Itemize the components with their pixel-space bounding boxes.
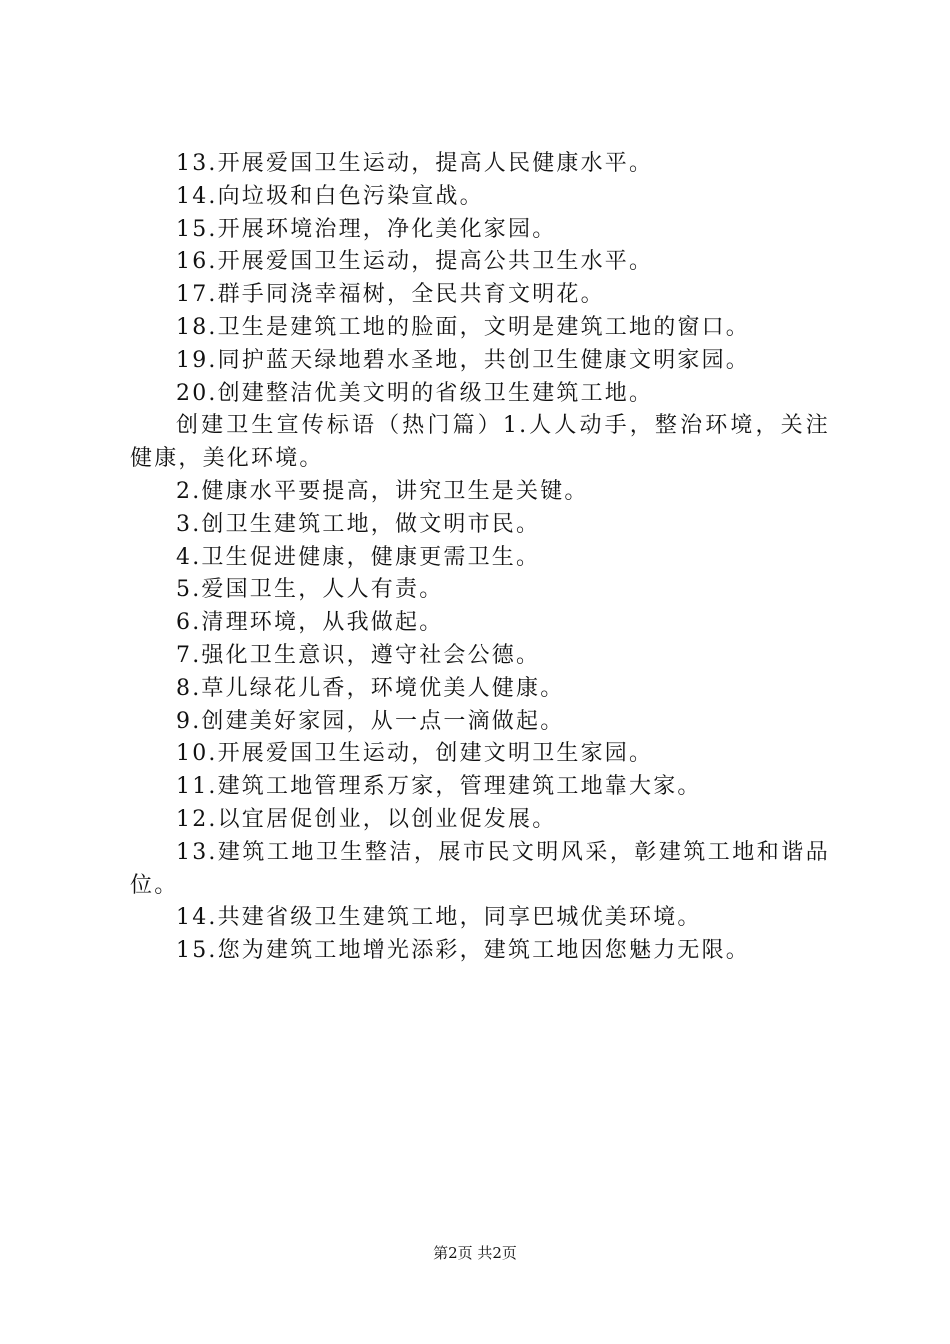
slogan-line: 3.创卫生建筑工地，做文明市民。 bbox=[176, 511, 541, 537]
page-footer: 第2页 共2页 bbox=[433, 1244, 517, 1262]
slogan-line: 14.共建省级卫生建筑工地，同享巴城优美环境。 bbox=[176, 905, 702, 931]
slogan-line: 9.创建美好家园，从一点一滴做起。 bbox=[176, 708, 565, 734]
slogan-paragraph: 13.建筑工地卫生整洁，展市民文明风采，彰建筑工地和谐品位。 bbox=[130, 839, 830, 898]
slogan-line: 20.创建整洁优美文明的省级卫生建筑工地。 bbox=[176, 380, 654, 406]
slogan-line: 6.清理环境，从我做起。 bbox=[176, 610, 444, 636]
slogan-line: 15.开展环境治理，净化美化家园。 bbox=[176, 216, 557, 242]
section-heading-paragraph: 创建卫生宣传标语（热门篇）1.人人动手，整治环境，关注健康，美化环境。 bbox=[130, 413, 830, 472]
slogan-line: 2.健康水平要提高，讲究卫生是关键。 bbox=[176, 478, 589, 504]
document-body bbox=[130, 148, 830, 968]
slogan-line: 19.同护蓝天绿地碧水圣地，共创卫生健康文明家园。 bbox=[176, 347, 750, 373]
slogan-line: 5.爱国卫生，人人有责。 bbox=[176, 577, 444, 603]
slogan-line: 14.向垃圾和白色污染宣战。 bbox=[176, 183, 484, 209]
slogan-line: 7.强化卫生意识，遵守社会公德。 bbox=[176, 642, 541, 668]
slogan-line: 8.草儿绿花儿香，环境优美人健康。 bbox=[176, 675, 565, 701]
slogan-line: 16.开展爱国卫生运动，提高公共卫生水平。 bbox=[176, 249, 654, 275]
slogan-line: 13.开展爱国卫生运动，提高人民健康水平。 bbox=[176, 151, 654, 176]
slogan-line: 4.卫生促进健康，健康更需卫生。 bbox=[176, 544, 541, 570]
slogan-line: 12.以宜居促创业，以创业促发展。 bbox=[176, 806, 557, 832]
slogan-line: 15.您为建筑工地增光添彩，建筑工地因您魅力无限。 bbox=[176, 938, 750, 964]
slogan-line: 11.建筑工地管理系万家，管理建筑工地靠大家。 bbox=[176, 774, 702, 800]
slogan-line: 17.群手同浇幸福树，全民共育文明花。 bbox=[176, 282, 605, 308]
slogan-line: 10.开展爱国卫生运动，创建文明卫生家园。 bbox=[176, 741, 654, 767]
slogan-line: 18.卫生是建筑工地的脸面，文明是建筑工地的窗口。 bbox=[176, 314, 750, 340]
